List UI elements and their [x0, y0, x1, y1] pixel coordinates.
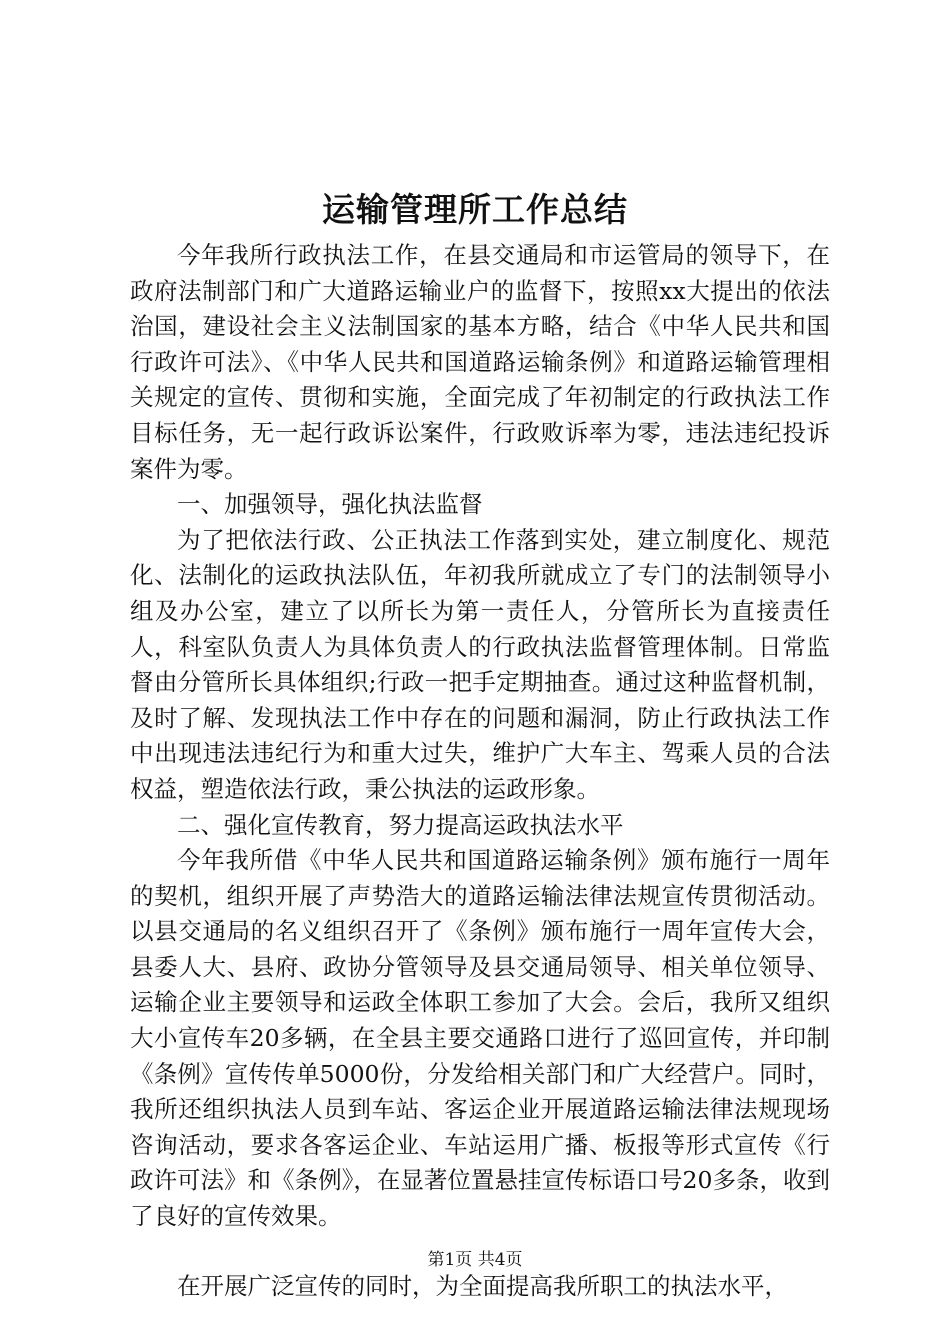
- paragraph-section-1: 为了把依法行政、公正执法工作落到实处，建立制度化、规范化、法制化的运政执法队伍，年初我所就成立了专门的法制领导小组及办公室，建立了以所长为第一责任人，分管所长为直接责任人，科室队负责人为具体负责人的行政执法监督管理体制。日常监督由分管所长具体组织;行政一把手定期抽查。通过这种监督机制，及时了解、发现执法工作中存在的问题和漏洞，防止行政执法工作中出现违法违纪行为和重大过失，维护广大车主、驾乘人员的合法权益，塑造依法行政，秉公执法的运政形象。: [130, 525, 830, 803]
- section-heading-2: 二、强化宣传教育，努力提高运政执法水平: [177, 810, 624, 839]
- page-number: 第1页 共4页: [427, 1250, 523, 1270]
- paragraph-section-2: 今年我所借《中华人民共和国道路运输条例》颁布施行一周年的契机，组织开展了声势浩大的道路运输法律法规宣传贯彻活动。以县交通局的名义组织召开了《条例》颁布施行一周年宣传大会，县委人大、县府、政协分管领导及县交通局领导、相关单位领导、运输企业主要领导和运政全体职工参加了大会。会后，我所又组织大小宣传车20多辆，在全县主要交通路口进行了巡回宣传，并印制《条例》宣传传单5000份，分发给相关部门和广大经营户。同时，我所还组织执法人员到车站、客运企业开展道路运输法律法规现场咨询活动，要求各客运企业、车站运用广播、板报等形式宣传《行政许可法》和《条例》，在显著位置悬挂宣传标语口号20多条，收到了良好的宣传效果。: [130, 846, 830, 1231]
- paragraph-intro: 今年我所行政执法工作，在县交通局和市运管局的领导下，在政府法制部门和广大道路运输业户的监督下，按照xx大提出的依法治国，建设社会主义法制国家的基本方略，结合《中华人民共和国行政许可法》、《中华人民共和国道路运输条例》和道路运输管理相关规定的宣传、贯彻和实施，全面完成了年初制定的行政执法工作目标任务，无一起行政诉讼案件，行政败诉率为零，违法违纪投诉案件为零。: [130, 241, 830, 483]
- section-heading-1: 一、加强领导，强化执法监督: [177, 490, 483, 519]
- paragraph-continued: 在开展广泛宣传的同时，为全面提高我所职工的执法水平，: [177, 1271, 788, 1300]
- document-title: 运输管理所工作总结: [322, 190, 628, 229]
- document-body: [130, 238, 830, 1304]
